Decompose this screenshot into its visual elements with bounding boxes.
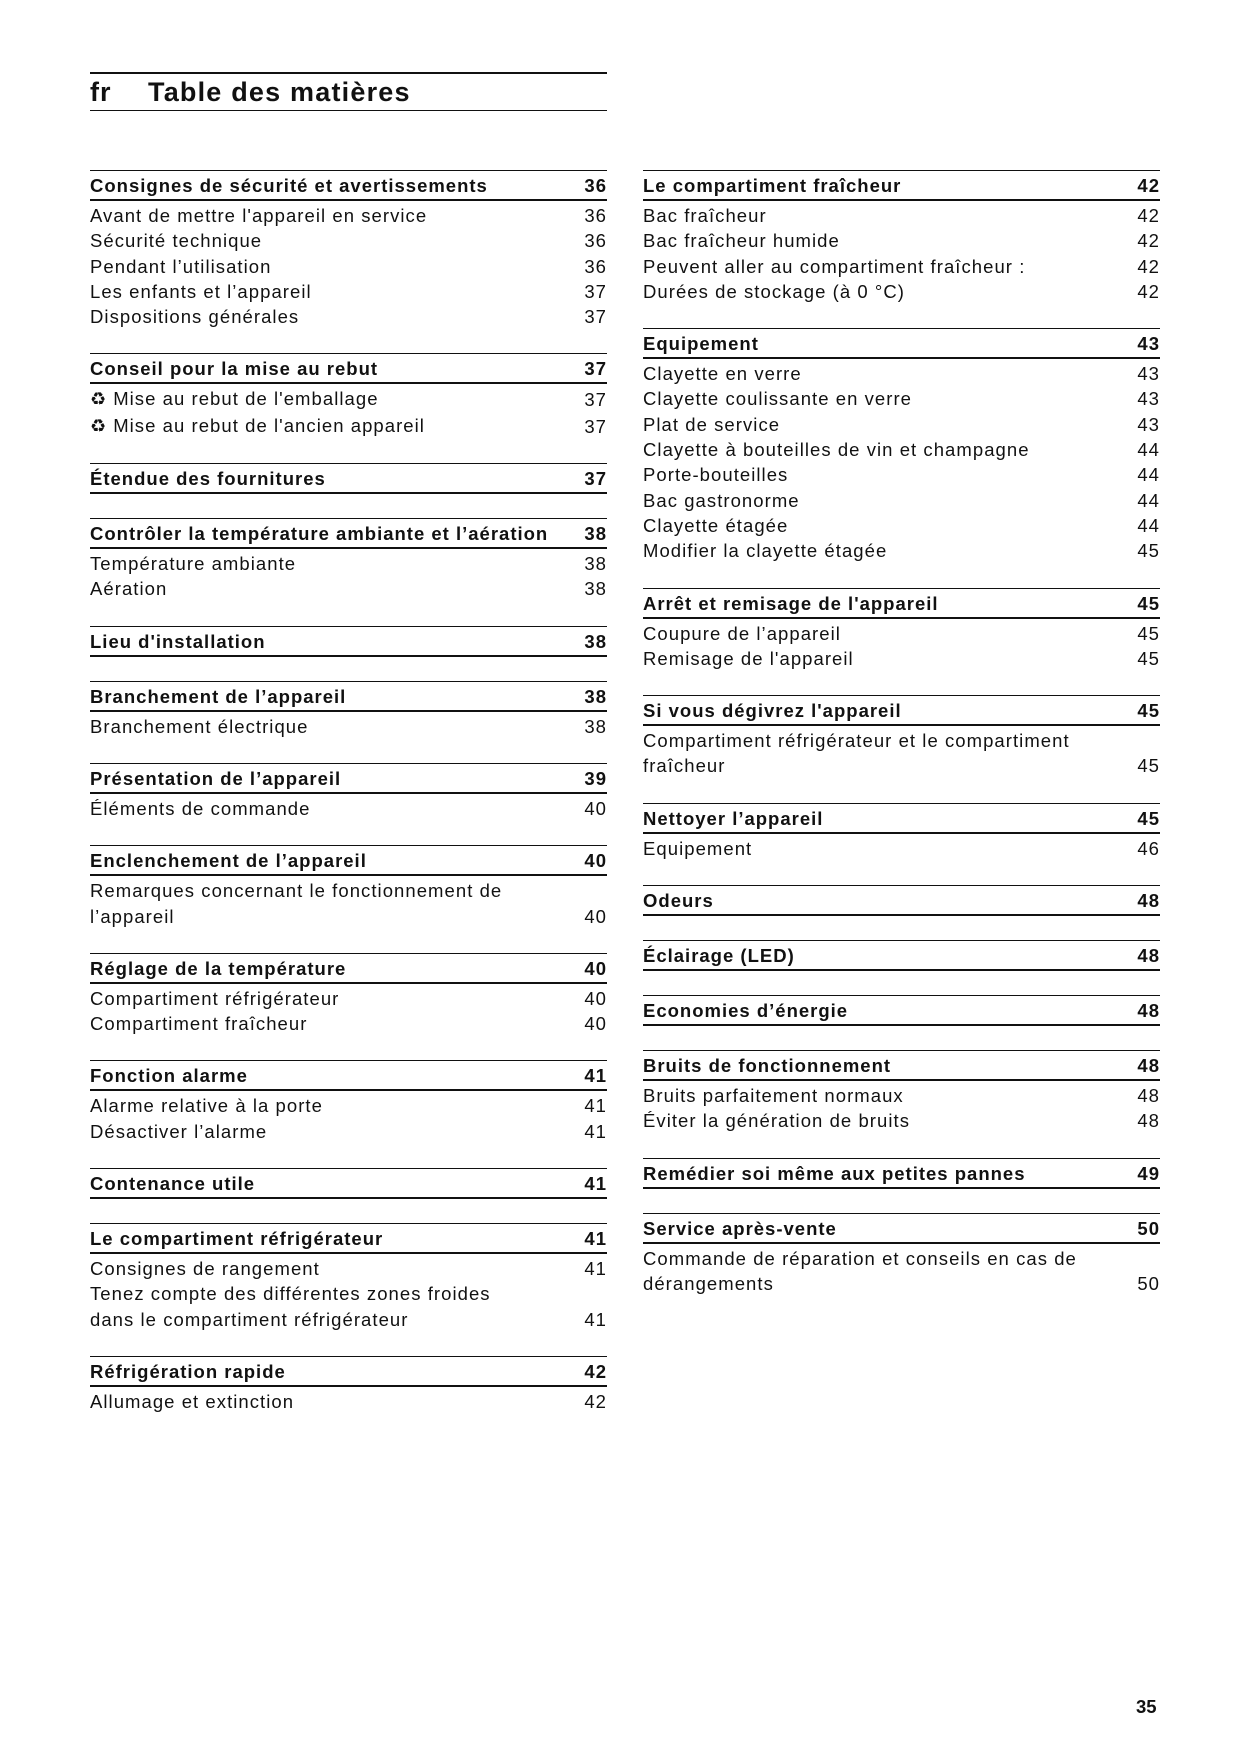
toc-section <box>90 763 607 821</box>
toc-entry[interactable] <box>643 437 1160 462</box>
entry-page: 41 <box>584 1258 607 1280</box>
toc-entry[interactable] <box>90 796 607 821</box>
section-title: Consignes de sécurité et avertissements <box>90 175 488 196</box>
entry-page: 40 <box>584 797 607 819</box>
entry-label-wrap <box>90 203 427 228</box>
entry-label-wrap <box>643 538 887 563</box>
entry-label-wrap <box>643 412 780 437</box>
toc-section <box>643 588 1160 672</box>
section-page: 37 <box>584 468 607 490</box>
section-title: Enclenchement de l’appareil <box>90 850 367 872</box>
entry-label-wrap <box>643 228 840 253</box>
entry-label-wrap <box>643 254 1025 279</box>
entry-label-wrap <box>90 228 262 253</box>
entry-label: Commande de réparation et conseils en cas de dérangements <box>643 1247 1077 1294</box>
section-page: 38 <box>584 685 607 707</box>
toc-section-heading[interactable] <box>643 941 1160 971</box>
toc-section <box>90 626 607 657</box>
toc-right-column <box>643 170 1160 1320</box>
entry-label: Compartiment fraîcheur <box>90 1013 308 1035</box>
section-title: Bruits de fonctionnement <box>643 1055 892 1077</box>
entry-label-wrap <box>643 437 1030 462</box>
toc-section-heading[interactable] <box>90 1169 607 1199</box>
toc-entry[interactable] <box>643 836 1160 861</box>
entry-page: 36 <box>584 205 607 226</box>
entry-label: Bac gastronorme <box>643 489 800 511</box>
entry-label-wrap <box>90 714 309 739</box>
recycle-icon: ♻ <box>90 389 108 410</box>
toc-items <box>90 549 607 602</box>
section-title: Contenance utile <box>90 1173 256 1195</box>
entry-label: Bac fraîcheur humide <box>643 230 840 252</box>
entry-label-wrap <box>90 1119 267 1144</box>
section-page: 48 <box>1137 890 1160 912</box>
language-code: fr <box>90 76 112 107</box>
entry-page: 37 <box>584 306 607 328</box>
toc-entry[interactable] <box>90 228 607 253</box>
toc-entry[interactable] <box>643 279 1160 304</box>
entry-label: Branchement électrique <box>90 715 309 737</box>
entry-label-wrap <box>90 551 296 576</box>
entry-page: 48 <box>1137 1110 1160 1132</box>
recycle-icon: ♻ <box>90 415 108 436</box>
section-title: Réglage de la température <box>90 957 347 979</box>
entry-label: Equipement <box>643 837 753 859</box>
entry-page: 44 <box>1137 489 1160 511</box>
entry-label: Dispositions générales <box>90 306 300 328</box>
toc-section-heading[interactable] <box>643 1159 1160 1189</box>
entry-label: Mise au rebut de l'emballage <box>113 388 379 410</box>
toc-items <box>90 712 607 739</box>
entry-label: Aération <box>90 578 168 600</box>
section-page: 41 <box>584 1065 607 1087</box>
entry-page: 44 <box>1137 439 1160 461</box>
section-page: 43 <box>1137 333 1160 355</box>
toc-section-heading[interactable] <box>90 519 607 549</box>
section-title: Étendue des fournitures <box>90 468 326 490</box>
toc-section <box>643 170 1160 304</box>
entry-label: Compartiment réfrigérateur et le compartiment fraîcheur <box>643 730 1070 777</box>
section-title: Éclairage (LED) <box>643 945 795 967</box>
toc-section <box>90 353 607 439</box>
toc-section-heading[interactable] <box>90 954 607 984</box>
entry-page: 36 <box>584 230 607 252</box>
toc-entry[interactable] <box>643 1108 1160 1133</box>
entry-page: 42 <box>1137 280 1160 302</box>
entry-page: 41 <box>584 1120 607 1142</box>
entry-label: Mise au rebut de l'ancien appareil <box>113 414 425 436</box>
entry-page: 43 <box>1137 363 1160 385</box>
toc-section <box>90 953 607 1037</box>
entry-label: Allumage et extinction <box>90 1390 295 1412</box>
entry-label: Tenez compte des différentes zones froides dans le compartiment réfrigérateur <box>90 1283 491 1330</box>
section-page: 38 <box>584 630 607 652</box>
entry-page: 37 <box>584 280 607 302</box>
toc-section <box>643 328 1160 563</box>
section-page: 45 <box>1137 700 1160 722</box>
toc-section-heading[interactable] <box>90 464 607 494</box>
section-page: 48 <box>1137 1055 1160 1077</box>
entry-page: 40 <box>584 905 607 927</box>
toc-section-heading[interactable] <box>643 589 1160 619</box>
toc-items <box>90 876 607 929</box>
toc-section-heading[interactable] <box>643 171 1160 201</box>
toc-entry[interactable] <box>643 203 1160 228</box>
entry-label-wrap <box>643 386 912 411</box>
entry-page: 45 <box>1137 755 1160 777</box>
toc-entry[interactable] <box>643 361 1160 386</box>
section-title: Remédier soi même aux petites pannes <box>643 1162 1026 1184</box>
entry-page: 45 <box>1137 647 1160 669</box>
entry-label: Clayette étagée <box>643 514 789 536</box>
toc-items <box>90 1254 607 1332</box>
toc-entry[interactable] <box>643 1246 1160 1297</box>
entry-label: Avant de mettre l'appareil en service <box>90 205 428 226</box>
section-title: Le compartiment fraîcheur <box>643 175 902 196</box>
entry-label: Plat de service <box>643 413 781 435</box>
toc-entry[interactable] <box>90 386 607 412</box>
toc-entry[interactable] <box>90 1093 607 1118</box>
toc-items <box>90 794 607 821</box>
entry-label-wrap <box>90 413 425 439</box>
section-page: 42 <box>1137 175 1160 196</box>
entry-label-wrap <box>90 1389 294 1414</box>
toc-section <box>90 518 607 602</box>
entry-label: Éléments de commande <box>90 797 311 819</box>
entry-label-wrap <box>643 203 767 228</box>
entry-page: 38 <box>584 578 607 600</box>
toc-entry[interactable] <box>90 254 607 279</box>
entry-label: Modifier la clayette étagée <box>643 540 888 562</box>
entry-label-wrap <box>643 488 800 513</box>
page-header <box>90 72 607 111</box>
toc-entry[interactable] <box>90 1281 607 1332</box>
entry-label: Peuvent aller au compartiment fraîcheur : <box>643 255 1026 277</box>
entry-page: 42 <box>584 1390 607 1412</box>
entry-page: 43 <box>1137 413 1160 435</box>
entry-page: 45 <box>1137 540 1160 562</box>
entry-label: Bruits parfaitement normaux <box>643 1085 904 1107</box>
toc-entry[interactable] <box>643 646 1160 671</box>
toc-section-heading[interactable] <box>643 329 1160 359</box>
section-page: 49 <box>1137 1162 1160 1184</box>
toc-section-heading[interactable] <box>90 1061 607 1091</box>
entry-label-wrap <box>643 646 854 671</box>
toc-entry[interactable] <box>90 986 607 1011</box>
entry-label: Coupure de l’appareil <box>643 622 841 644</box>
entry-label: Consignes de rangement <box>90 1258 320 1280</box>
toc-entry[interactable] <box>90 203 607 228</box>
toc-section-heading[interactable] <box>90 682 607 712</box>
toc-section-heading[interactable] <box>643 1214 1160 1244</box>
toc-section-heading[interactable] <box>643 886 1160 916</box>
entry-label-wrap <box>643 1083 904 1108</box>
toc-section <box>643 885 1160 916</box>
toc-entry[interactable] <box>643 728 1160 779</box>
toc-items <box>643 726 1160 779</box>
entry-label-wrap <box>643 361 802 386</box>
page-number: 35 <box>1136 1696 1157 1717</box>
entry-page: 41 <box>584 1308 607 1330</box>
section-page: 38 <box>584 523 607 545</box>
entry-label-wrap <box>643 836 752 861</box>
toc-section <box>90 1168 607 1199</box>
toc-entry[interactable] <box>643 462 1160 487</box>
entry-label-wrap <box>90 576 167 601</box>
section-title: Lieu d'installation <box>90 630 266 652</box>
toc-entry[interactable] <box>643 386 1160 411</box>
toc-entry[interactable] <box>90 1256 607 1281</box>
entry-label-wrap <box>643 728 1093 779</box>
section-page: 45 <box>1137 592 1160 614</box>
entry-page: 40 <box>584 987 607 1009</box>
toc-section-heading[interactable] <box>90 1224 607 1254</box>
entry-label-wrap <box>90 1011 307 1036</box>
toc-section-heading[interactable] <box>90 1357 607 1387</box>
toc-entry[interactable] <box>90 1119 607 1144</box>
entry-page: 37 <box>584 415 607 437</box>
entry-label: Durées de stockage (à 0 °C) <box>643 280 905 302</box>
toc-section <box>643 1158 1160 1189</box>
entry-label-wrap <box>643 462 788 487</box>
toc-items <box>643 619 1160 672</box>
toc-items <box>90 984 607 1037</box>
toc-entry[interactable] <box>90 714 607 739</box>
toc-entry[interactable] <box>643 228 1160 253</box>
toc-section <box>90 845 607 929</box>
entry-label: Clayette coulissante en verre <box>643 388 913 410</box>
entry-page: 37 <box>584 389 607 411</box>
section-title: Equipement <box>643 333 759 355</box>
section-title: Nettoyer l’appareil <box>643 807 824 829</box>
toc-items <box>90 201 607 329</box>
entry-page: 38 <box>584 553 607 575</box>
section-title: Fonction alarme <box>90 1065 248 1087</box>
section-title: Odeurs <box>643 890 714 912</box>
section-title: Présentation de l’appareil <box>90 767 342 789</box>
entry-label: Clayette en verre <box>643 363 802 385</box>
section-page: 45 <box>1137 807 1160 829</box>
toc-entry[interactable] <box>643 488 1160 513</box>
toc-section <box>643 995 1160 1026</box>
entry-page: 36 <box>584 255 607 277</box>
entry-label-wrap <box>90 386 379 412</box>
toc-entry[interactable] <box>643 513 1160 538</box>
toc-entry[interactable] <box>90 878 607 929</box>
toc-section <box>90 1060 607 1144</box>
section-page: 36 <box>584 175 607 196</box>
entry-label-wrap <box>643 1246 1093 1297</box>
entry-label: Pendant l’utilisation <box>90 255 272 277</box>
toc-section-heading[interactable] <box>90 764 607 794</box>
entry-label: Clayette à bouteilles de vin et champagne <box>643 439 1030 461</box>
section-page: 48 <box>1137 945 1160 967</box>
entry-label-wrap <box>90 796 311 821</box>
section-title: Branchement de l’appareil <box>90 685 347 707</box>
entry-label: Compartiment réfrigérateur <box>90 987 340 1009</box>
entry-label-wrap <box>90 1256 320 1281</box>
toc-section-heading[interactable] <box>643 696 1160 726</box>
entry-page: 44 <box>1137 464 1160 486</box>
entry-page: 46 <box>1137 837 1160 859</box>
toc-items <box>90 384 607 439</box>
toc-entry[interactable] <box>90 304 607 329</box>
toc-entry[interactable] <box>90 279 607 304</box>
page-title: Table des matières <box>148 76 411 107</box>
entry-page: 44 <box>1137 514 1160 536</box>
toc-entry[interactable] <box>90 551 607 576</box>
section-title: Economies d’énergie <box>643 1000 849 1022</box>
toc-section <box>90 1223 607 1332</box>
toc-entry[interactable] <box>643 412 1160 437</box>
toc-section <box>90 681 607 739</box>
entry-label: Éviter la génération de bruits <box>643 1110 910 1132</box>
section-title: Conseil pour la mise au rebut <box>90 358 379 380</box>
entry-page: 38 <box>584 715 607 737</box>
entry-label-wrap <box>90 878 540 929</box>
toc-items <box>643 359 1160 563</box>
section-page: 50 <box>1137 1217 1160 1239</box>
entry-label-wrap <box>643 279 905 304</box>
toc-section <box>643 940 1160 971</box>
toc-items <box>90 1387 607 1414</box>
entry-label: Remisage de l'appareil <box>643 647 854 669</box>
section-page: 41 <box>584 1228 607 1250</box>
entry-label: Porte-bouteilles <box>643 464 789 486</box>
entry-label: Bac fraîcheur <box>643 205 767 226</box>
section-page: 40 <box>584 850 607 872</box>
entry-page: 41 <box>584 1095 607 1117</box>
section-title: Arrêt et remisage de l'appareil <box>643 592 939 614</box>
section-title: Le compartiment réfrigérateur <box>90 1228 384 1250</box>
toc-section <box>643 803 1160 861</box>
entry-label-wrap <box>90 1281 540 1332</box>
section-title: Si vous dégivrez l'appareil <box>643 700 902 722</box>
toc-section-heading[interactable] <box>90 846 607 876</box>
toc-items <box>643 201 1160 304</box>
toc-entry[interactable] <box>643 538 1160 563</box>
section-title: Service après-vente <box>643 1217 837 1239</box>
toc-left-column <box>90 170 607 1438</box>
entry-label-wrap <box>90 1093 323 1118</box>
toc-section <box>90 170 607 329</box>
toc-section-heading[interactable] <box>643 996 1160 1026</box>
entry-label-wrap <box>90 279 312 304</box>
toc-entry[interactable] <box>643 254 1160 279</box>
toc-section-heading[interactable] <box>90 354 607 384</box>
entry-label-wrap <box>90 254 271 279</box>
section-page: 37 <box>584 358 607 380</box>
section-title: Contrôler la température ambiante et l’aération <box>90 523 549 545</box>
toc-items <box>90 1091 607 1144</box>
toc-items <box>643 1081 1160 1134</box>
entry-label-wrap <box>643 1108 910 1133</box>
section-page: 48 <box>1137 1000 1160 1022</box>
toc-items <box>643 1244 1160 1297</box>
entry-label: Les enfants et l’appareil <box>90 280 312 302</box>
entry-label: Alarme relative à la porte <box>90 1095 323 1117</box>
entry-label: Sécurité technique <box>90 230 263 252</box>
section-title: Réfrigération rapide <box>90 1360 286 1382</box>
section-page: 40 <box>584 957 607 979</box>
toc-section-heading[interactable] <box>90 171 607 201</box>
section-page: 39 <box>584 767 607 789</box>
entry-label: Désactiver l’alarme <box>90 1120 268 1142</box>
toc-section-heading[interactable] <box>643 804 1160 834</box>
toc-section <box>90 1356 607 1414</box>
toc-entry[interactable] <box>90 1389 607 1414</box>
entry-label-wrap <box>90 304 299 329</box>
entry-page: 48 <box>1137 1085 1160 1107</box>
toc-entry[interactable] <box>90 413 607 439</box>
entry-page: 40 <box>584 1013 607 1035</box>
toc-section <box>643 695 1160 779</box>
entry-page: 45 <box>1137 622 1160 644</box>
entry-label: Température ambiante <box>90 553 297 575</box>
toc-section-heading[interactable] <box>643 1051 1160 1081</box>
entry-label-wrap <box>90 986 339 1011</box>
entry-label: Remarques concernant le fonctionnement de l’appareil <box>90 880 503 927</box>
toc-section <box>643 1213 1160 1297</box>
entry-page: 50 <box>1137 1272 1160 1294</box>
section-page: 41 <box>584 1173 607 1195</box>
toc-section-heading[interactable] <box>90 627 607 657</box>
toc-items <box>643 834 1160 861</box>
entry-label-wrap <box>643 621 841 646</box>
toc-entry[interactable] <box>90 576 607 601</box>
toc-section <box>90 463 607 494</box>
toc-entry[interactable] <box>643 1083 1160 1108</box>
entry-page: 42 <box>1137 205 1160 226</box>
section-page: 42 <box>584 1360 607 1382</box>
toc-entry[interactable] <box>90 1011 607 1036</box>
entry-page: 42 <box>1137 255 1160 277</box>
entry-page: 42 <box>1137 230 1160 252</box>
toc-section <box>643 1050 1160 1134</box>
entry-page: 43 <box>1137 388 1160 410</box>
entry-label-wrap <box>643 513 788 538</box>
toc-entry[interactable] <box>643 621 1160 646</box>
